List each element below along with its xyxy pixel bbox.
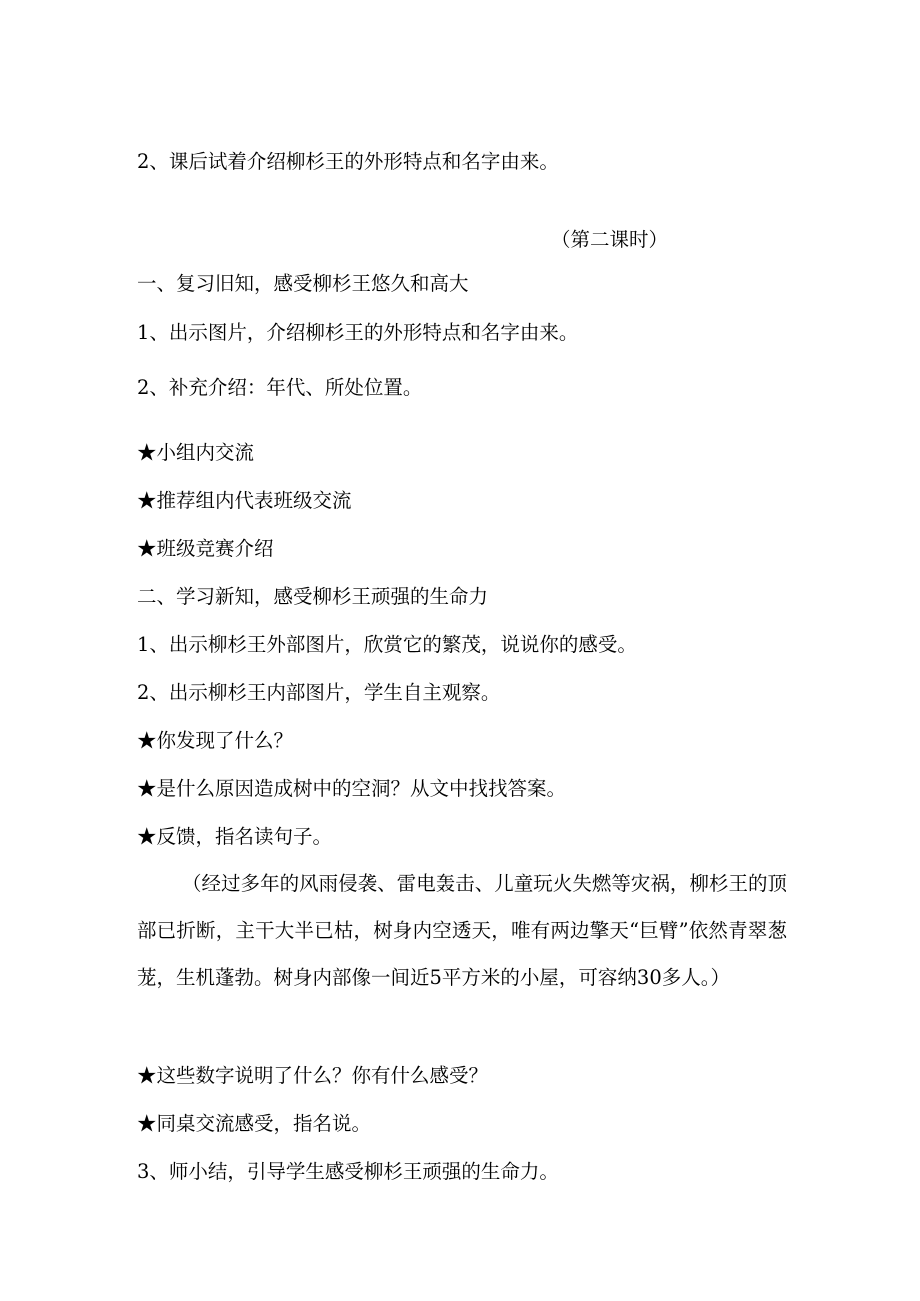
bullet-item: ★是什么原因造成树中的空洞？从文中找找答案。	[137, 777, 567, 800]
list-item: 2、补充介绍：年代、所处位置。	[137, 376, 423, 399]
section-heading-2: 二、学习新知，感受柳杉王顽强的生命力	[137, 585, 489, 608]
list-item: 2、出示柳杉王内部图片，学生自主观察。	[137, 681, 501, 704]
bullet-item: ★你发现了什么？	[137, 729, 294, 752]
section-heading-1: 一、复习旧知，感受柳杉王悠久和高大	[137, 272, 469, 295]
list-item: 1、出示柳杉王外部图片，欣赏它的繁茂，说说你的感受。	[137, 633, 637, 656]
list-item: 3、师小结，引导学生感受柳杉王顽强的生命力。	[137, 1160, 559, 1183]
bullet-item: ★推荐组内代表班级交流	[137, 489, 352, 512]
bullet-item: ★班级竞赛介绍	[137, 537, 274, 560]
bullet-item: ★小组内交流	[137, 441, 255, 464]
homework-item-2: 2、课后试着介绍柳杉王的外形特点和名字由来。	[137, 150, 559, 173]
session-heading: （第二课时）	[550, 228, 668, 251]
bullet-item: ★同桌交流感受，指名说。	[137, 1112, 372, 1135]
list-item: 1、出示图片，介绍柳杉王的外形特点和名字由来。	[137, 321, 579, 344]
bullet-item: ★这些数字说明了什么？你有什么感受？	[137, 1064, 489, 1087]
bullet-item: ★反馈，指名读句子。	[137, 825, 333, 848]
quoted-passage: （经过多年的风雨侵袭、雷电轰击、儿童玩火失燃等灾祸，柳杉王的顶部已折断，主干大半已枯，树身内空透天，唯有两边擎天“巨臂”依然青翠葱茏，生机蓬勃。树身内部像一间近5平方米的小屋，可容纳30多人。）	[137, 872, 787, 989]
